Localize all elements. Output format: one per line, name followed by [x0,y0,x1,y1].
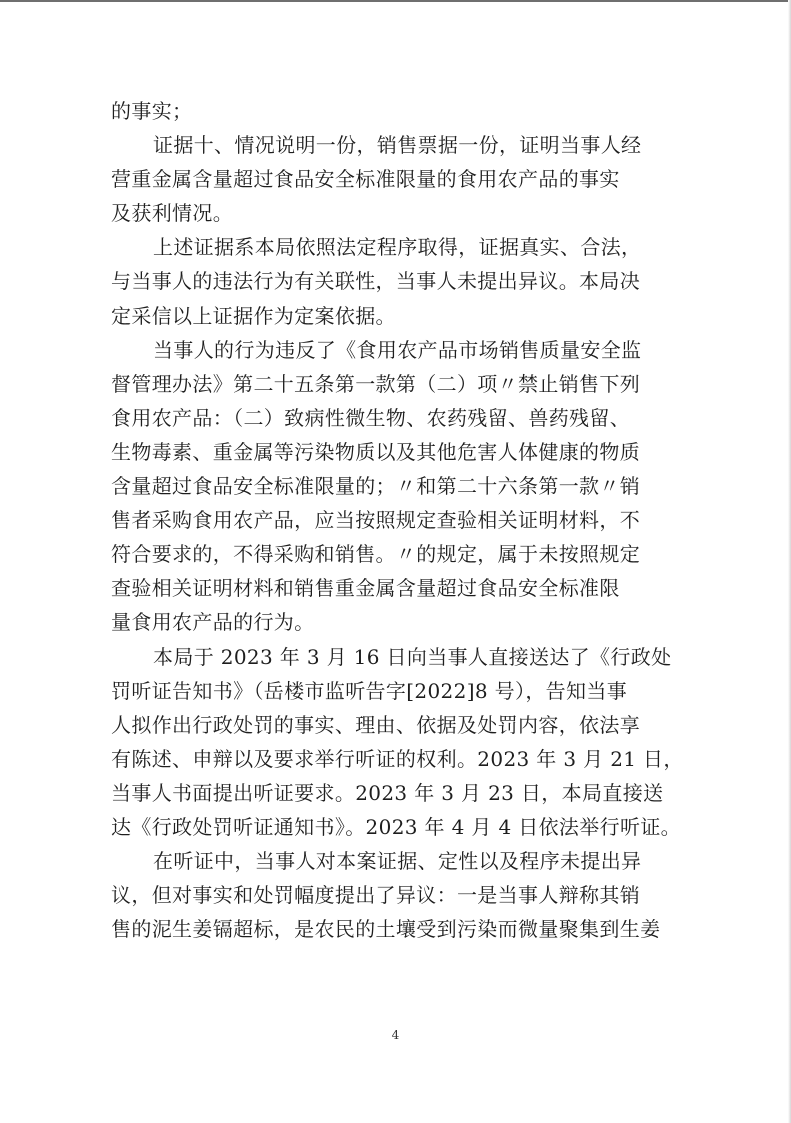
text-line: 量食用农产品的行为。 [111,610,315,635]
text-line: 议，但对事实和处罚幅度提出了异议：一是当事人辩称其销 [111,883,641,908]
text-line: 督管理办法》第二十五条第一款第（二）项〃禁止销售下列 [111,371,641,396]
page-number: 4 [391,1028,400,1042]
text-line: 营重金属含量超过食品安全标准限量的食用农产品的事实 [111,167,620,192]
text-line: 及获利情况。 [111,201,234,226]
text-line: 在听证中，当事人对本案证据、定性以及程序未提出异 [153,849,642,874]
text-line: 食用农产品：（二）致病性微生物、农药残留、兽药残留、 [111,405,631,430]
text-line: 定采信以上证据作为定案依据。 [111,303,396,328]
text-line: 售者采购食用农产品，应当按照规定查验相关证明材料，不 [111,508,641,533]
text-line: 有陈述、申辩以及要求举行听证的权利。2023 年 3 月 21 日， [111,746,684,771]
text-line: 售的泥生姜镉超标，是农民的土壤受到污染而微量聚集到生姜 [111,917,661,942]
text-line: 当事人的行为违反了《食用农产品市场销售质量安全监 [153,337,642,362]
text-line: 人拟作出行政处罚的事实、理由、依据及处罚内容，依法享 [111,712,641,737]
text-line: 证据十、情况说明一份，销售票据一份，证明当事人经 [153,133,642,158]
text-line: 含量超过食品安全标准限量的；〃和第二十六条第一款〃销 [111,474,641,499]
document-body [111,94,691,946]
text-line: 上述证据系本局依照法定程序取得，证据真实、合法， [153,235,642,260]
text-line: 的事实； [111,99,193,123]
text-line: 本局于 2023 年 3 月 16 日向当事人直接送达了《行政处 [153,644,672,669]
text-line: 达《行政处罚听证通知书》。2023 年 4 月 4 日依法举行听证。 [111,814,682,839]
text-line: 罚听证告知书》（岳楼市监听告字[2022]8 号），告知当事 [111,678,628,703]
text-line: 与当事人的违法行为有关联性，当事人未提出异议。本局决 [111,269,641,294]
text-line: 符合要求的，不得采购和销售。〃的规定，属于未按照规定 [111,542,641,567]
text-line: 当事人书面提出听证要求。2023 年 3 月 23 日，本局直接送 [111,780,664,805]
text-line: 生物毒素、重金属等污染物质以及其他危害人体健康的物质 [111,439,641,464]
scan-top-edge [0,0,791,2]
text-line: 查验相关证明材料和销售重金属含量超过食品安全标准限 [111,576,620,601]
